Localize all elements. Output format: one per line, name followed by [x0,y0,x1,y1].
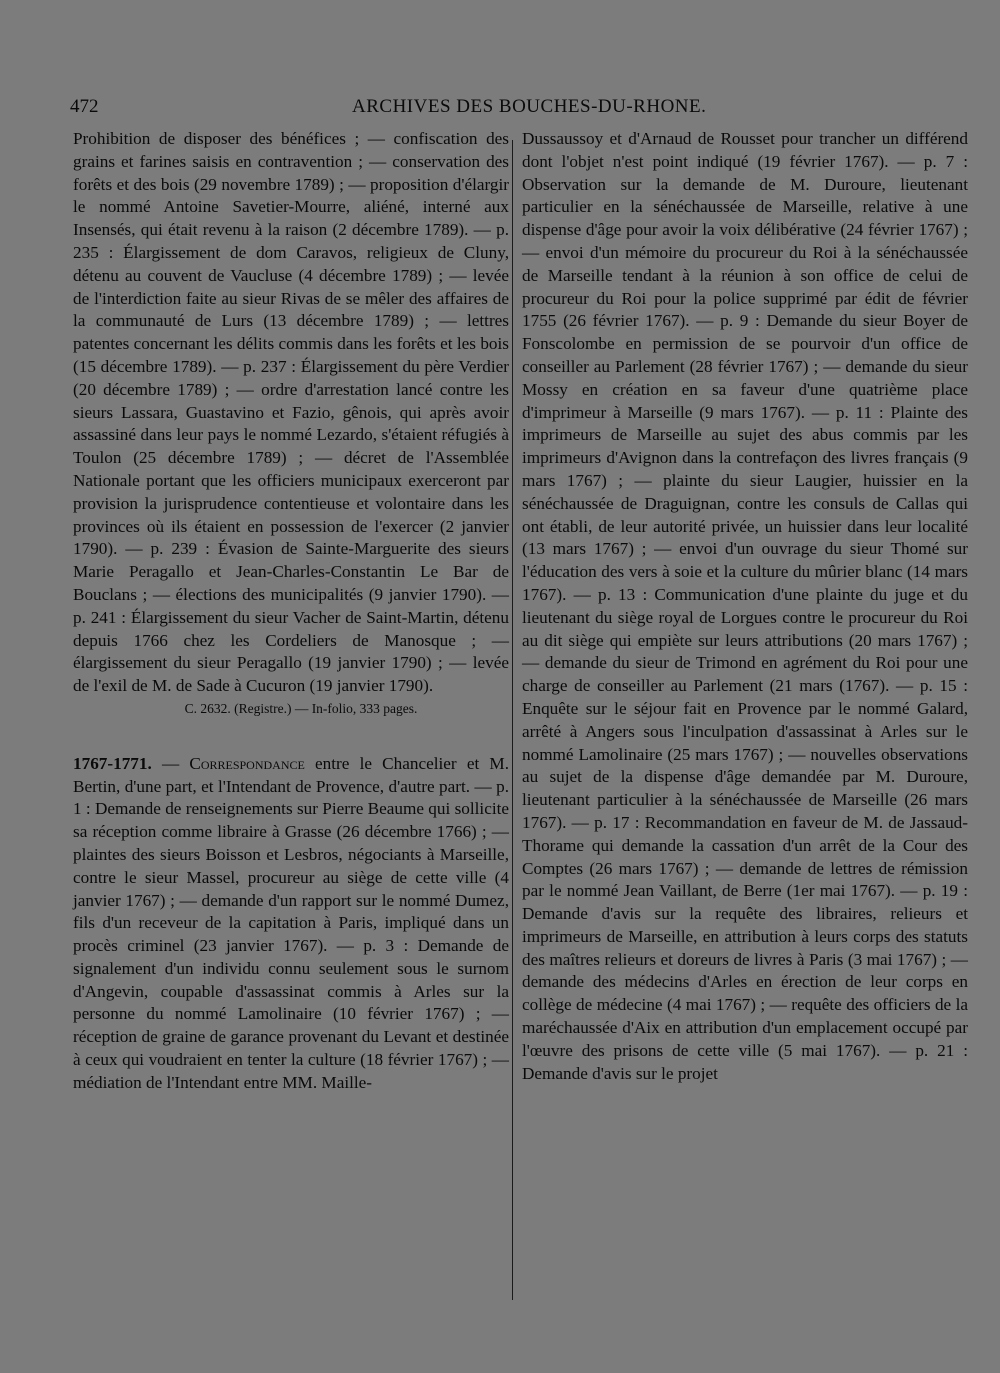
column-divider [512,140,513,1300]
left-column [73,128,509,1095]
entry-date: 1767-1771. [73,753,152,773]
page-header [70,96,970,126]
page-number: 472 [70,96,99,117]
right-column-paragraph: Dussaussoy et d'Arnaud de Rousset pour trancher un différend dont l'objet n'est point indiqué (19 février 1767). — p. 7 : Observation sur la demande de M. Duroure, lieutenant particulier en la sénéchaussée de Marseille, relative à une dispense d'âge pour avoir la voix délibérative (24 février 1767) ; — envoi d'un mémoire du procureur du Roi à la sénéchaussée de Marseille tendant à la réunion à son office de celui de procureur du Roi pour la police supprimé par édit de février 1755 (26 février 1767). — p. 9 : Demande du sieur Boyer de Fonscolombe en permission de se pourvoir d'un office de conseiller au Parlement (28 février 1767) ; — demande du sieur Mossy en création en sa faveur d'une quatrième place d'imprimeur à Marseille (9 mars 1767). — p. 11 : Plainte des imprimeurs de Marseille au sujet des abus commis par les imprimeurs d'Avignon dans la contrefaçon des livres français (9 mars 1767) ; — plainte du sieur Laugier, huissier en la sénéchaussée de Draguignan, contre les consuls de Callas qui ont établi, de leur autorité privée, un huissier dans leur localité (13 mars 1767) ; — envoi d'un ouvrage du sieur Thomé sur l'éducation des vers à soie et la culture du mûrier blanc (14 mars 1767). — p. 13 : Communication d'une plainte du juge et du lieutenant du siège royal de Lorgues contre le procureur du Roi au dit siège qui empiète sur leurs attributions (20 mars 1767) ; — demande du sieur de Trimond en agrément du Roi pour une charge de conseiller au Parlement (21 mars (1767). — p. 15 : Enquête sur le séjour fait en Provence par le nommé Galard, arrêté à Angers sous l'inculpation d'assassinat à Arles sur le nommé Lamolinaire (25 mars 1767) ; — nouvelles observations au sujet de la dispense d'âge demandée par M. Duroure, lieutenant particulier à la sénéchaussée de Marseille (26 mars 1767). — p. 17 : Recommandation en faveur de M. de Jassaud-Thorame qui demande la cassation d'un arrêt de la Cour des Comptes (26 mars 1767) ; — demande de lettres de rémission par le nommé Jean Vaillant, de Berre (1er mai 1767). — p. 19 : Demande d'avis sur la requête des libraires, relieurs et imprimeurs de Marseille, en attribution à leurs corps des statuts des maîtres relieurs et doreurs de livres à Paris (3 mai 1767) ; — demande des médecins d'Arles en érection de leur corps en collège de médecine (4 mai 1767) ; — requête des officiers de la maréchaussée d'Aix en attribution d'un emplacement occupé par l'œuvre des prisons de cette ville (5 mai 1767). — p. 21 : Demande d'avis sur le projet [522,129,968,1083]
continuation-paragraph: Prohibition de disposer des bénéfices ; — confiscation des grains et farines saisis en contravention ; — conservation des forêts et des bois (29 novembre 1789) ; — proposition d'élargir le nommé Antoine Savetier-Mourre, aliéné, interné aux Insensés, qui était revenu à la raison (2 décembre 1789). — p. 235 : Élargissement de dom Caravos, religieux de Cluny, détenu au couvent de Vaucluse (4 décembre 1789) ; — levée de l'interdiction faite au sieur Rivas de se mêler des affaires de la communauté de Lurs (13 décembre 1789) ; — lettres patentes concernant les délits commis dans les forêts et les bois (15 décembre 1789). — p. 237 : Élargissement du père Verdier (20 décembre 1789) ; — ordre d'arrestation lancé contre les sieurs Lassara, Guastavino et Fazio, gênois, qui après avoir assassiné dans leur pays le nommé Lezardo, s'étaient réfugiés à Toulon (25 décembre 1789) ; — décret de l'Assemblée Nationale portant que les officiers municipaux exerceront par provision la jurisprudence contentieuse et volontaire dans les provinces où ils étaient en possession de l'exercer (2 janvier 1790). — p. 239 : Évasion de Sainte-Marguerite des sieurs Marie Peragallo et Jean-Charles-Constantin Le Bar de Bouclans ; — élections des municipalités (9 janvier 1790). — p. 241 : Élargissement du sieur Vacher de Saint-Martin, détenu depuis 1766 chez les Cordeliers de Manosque ; — élargissement du sieur Peragallo (19 janvier 1790) ; — levée de l'exil de M. de Sade à Cucuron (19 janvier 1790). [73,129,509,696]
running-title: ARCHIVES DES BOUCHES-DU-RHONE. [352,96,707,117]
call-number: C. 2632. (Registre.) — In-folio, 333 pages. [184,700,418,716]
entry-heading: Correspondance [189,753,305,773]
entry-text: entre le Chancelier et M. Bertin, d'une part, et l'Intendant de Provence, d'autre part. — p. 1 : Demande de renseignements sur Pierre Beaume qui sollicite sa réception comme libraire à Grasse (26 décembre 1766) ; — plaintes des sieurs Boisson et Lesbros, négociants à Marseille, contre le sieur Massel, procureur au siège de cette ville (4 janvier 1767) ; — demande d'un rapport sur le nommé Dumez, fils d'un receveur de la capitation à Paris, impliqué dans un procès criminel (23 janvier 1767). — p. 3 : Demande de signalement d'un individu connu seulement sous le surnom d'Angevin, coupable d'assassinat commis à Arles sur la personne du nommé Lamolinaire (10 février 1767) ; — réception de graine de garance provenant du Levant et destinée à ceux qui voudraient en tenter la culture (18 février 1767) ; — médiation de l'Intendant entre MM. Maille- [73,753,509,1092]
entry-paragraph: 1767-1771. — Correspondance entre le Chancelier et M. Bertin, d'une part, et l'Intendant de Provence, d'autre part. — p. 1 : Demande de renseignements sur Pierre Beaume qui sollicite sa réception comme libraire à Grasse (26 décembre 1766) ; — plaintes des sieurs Boisson et Lesbros, négociants à Marseille, contre le sieur Massel, procureur au siège de cette ville (4 janvier 1767) ; — demande d'un rapport sur le nommé Dumez, fils d'un receveur de la capitation à Paris, impliqué dans un procès criminel (23 janvier 1767). — p. 3 : Demande de signalement d'un individu connu seulement sous le surnom d'Angevin, coupable d'assassinat commis à Arles sur la personne du nommé Lamolinaire (10 février 1767) ; — réception de graine de garance provenant du Levant et destinée à ceux qui voudraient en tenter la culture (18 février 1767) ; — médiation de l'Intendant entre MM. Maille- [73,753,509,1092]
right-column [522,128,968,1085]
